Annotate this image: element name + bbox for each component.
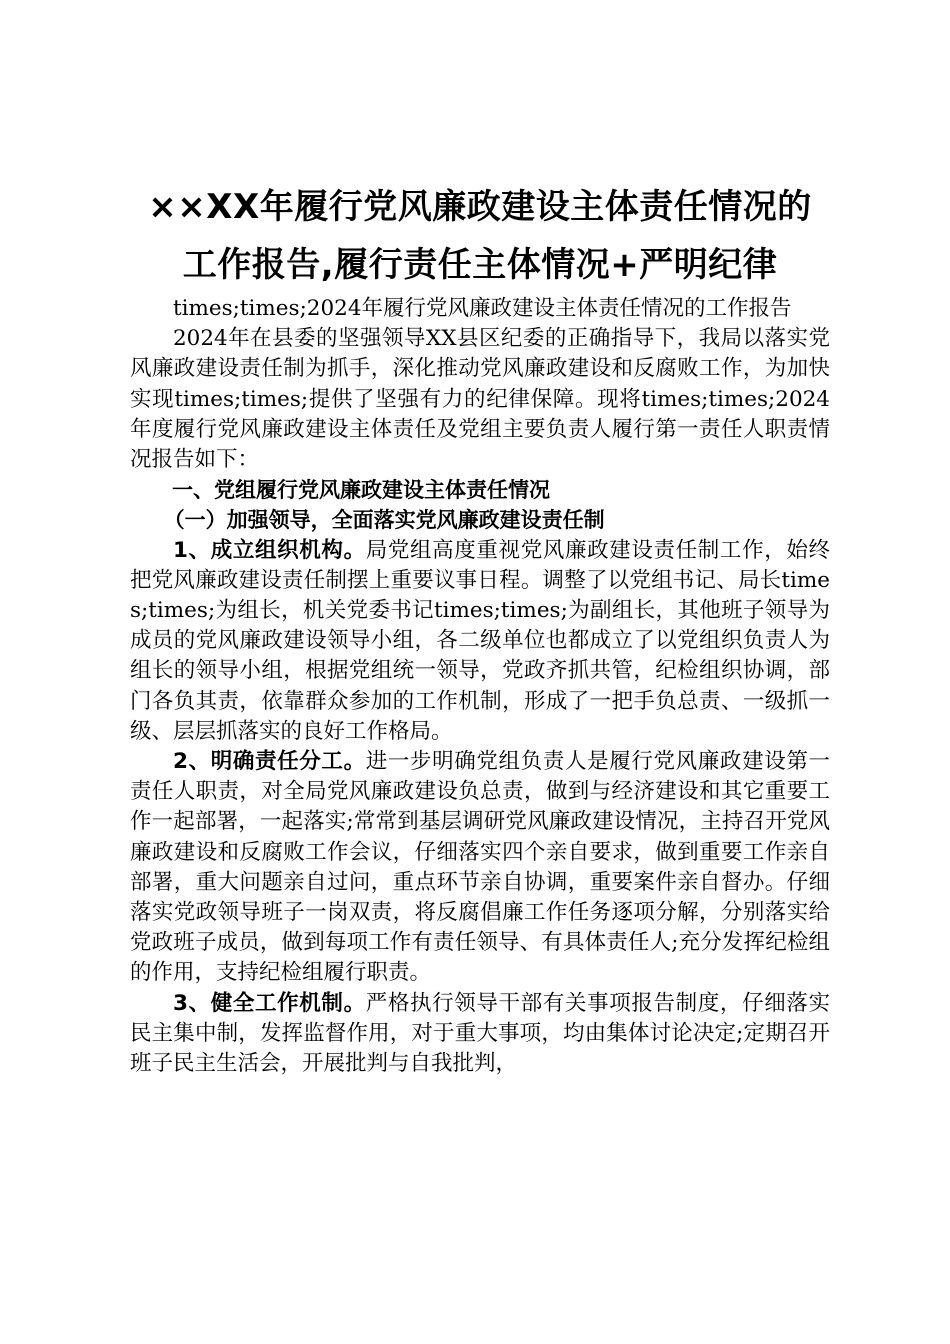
item-lead-3: 3、健全工作机制。 xyxy=(173,990,366,1016)
item-paragraph-3 xyxy=(130,989,830,1080)
intro-paragraph: times;times;2024年履行党风廉政建设主体责任情况的工作报告 xyxy=(173,296,792,321)
document-body xyxy=(130,294,830,1079)
item-text-3: 严格执行领导干部有关事项报告制度，仔细落实民主集中制，发挥监督作用，对于重大事项，均由集体讨论决定;定期召开班子民主生活会，开展批判与自我批判， xyxy=(130,990,830,1077)
item-lead-1: 1、成立组织机构。 xyxy=(173,537,366,563)
subsection-heading: （一）加强领导，全面落实党风廉政建设责任制 xyxy=(163,508,605,533)
item-text-1: 局党组高度重视党风廉政建设责任制工作，始终把党风廉政建设责任制摆上重要议事日程。调整了以党组书记、局长times;times;为组长，机关党委书记times;times;为副组长，其他班子领导为成员的党风廉政建设领导小组，各二级单位也都成立了以党组织负责人为组长的领导小组，根据党组统一领导，党政齐抓共管，纪检组织协调，部门各负其责，依靠群众参加的工作机制，形成了一把手负总责、一级抓一级、层层抓落实的良好工作格局。 xyxy=(130,537,830,744)
overview-paragraph: 2024年在县委的坚强领导XX县区纪委的正确指导下，我局以落实党风廉政建设责任制为抓手，深化推动党风廉政建设和反腐败工作，为加快实现times;times;提供了坚强有力的纪律保障。现将times;times;2024年度履行党风廉政建设主体责任及党组主要负责人履行第一责任人职责情况报告如下： xyxy=(130,326,830,473)
item-paragraph-1 xyxy=(130,536,830,747)
item-paragraph-2 xyxy=(130,747,830,989)
item-text-2: 进一步明确党组负责人是履行党风廉政建设第一责任人职责，对全局党风廉政建设负总责，做到与经济建设和其它重要工作一起部署，一起落实;常常到基层调研党风廉政建设情况，主持召开党风廉政建设和反腐败工作会议，仔细落实四个亲自要求，做到重要工作亲自部署，重大问题亲自过问，重点环节亲自协调，重要案件亲自督办。仔细落实党政领导班子一岗双责，将反腐倡廉工作任务逐项分解，分别落实给党政班子成员，做到每项工作有责任领导、有具体责任人;充分发挥纪检组的作用，支持纪检组履行职责。 xyxy=(130,749,830,986)
document-page xyxy=(130,178,830,1079)
title-line-2: 工作报告,履行责任主体情况+严明纪律 xyxy=(182,245,778,285)
title-line-1: ××XX年履行党风廉政建设主体责任情况的 xyxy=(148,187,812,227)
document-title xyxy=(130,178,830,294)
section-heading: 一、党组履行党风廉政建设主体责任情况 xyxy=(172,478,550,503)
item-lead-2: 2、明确责任分工。 xyxy=(173,749,366,775)
